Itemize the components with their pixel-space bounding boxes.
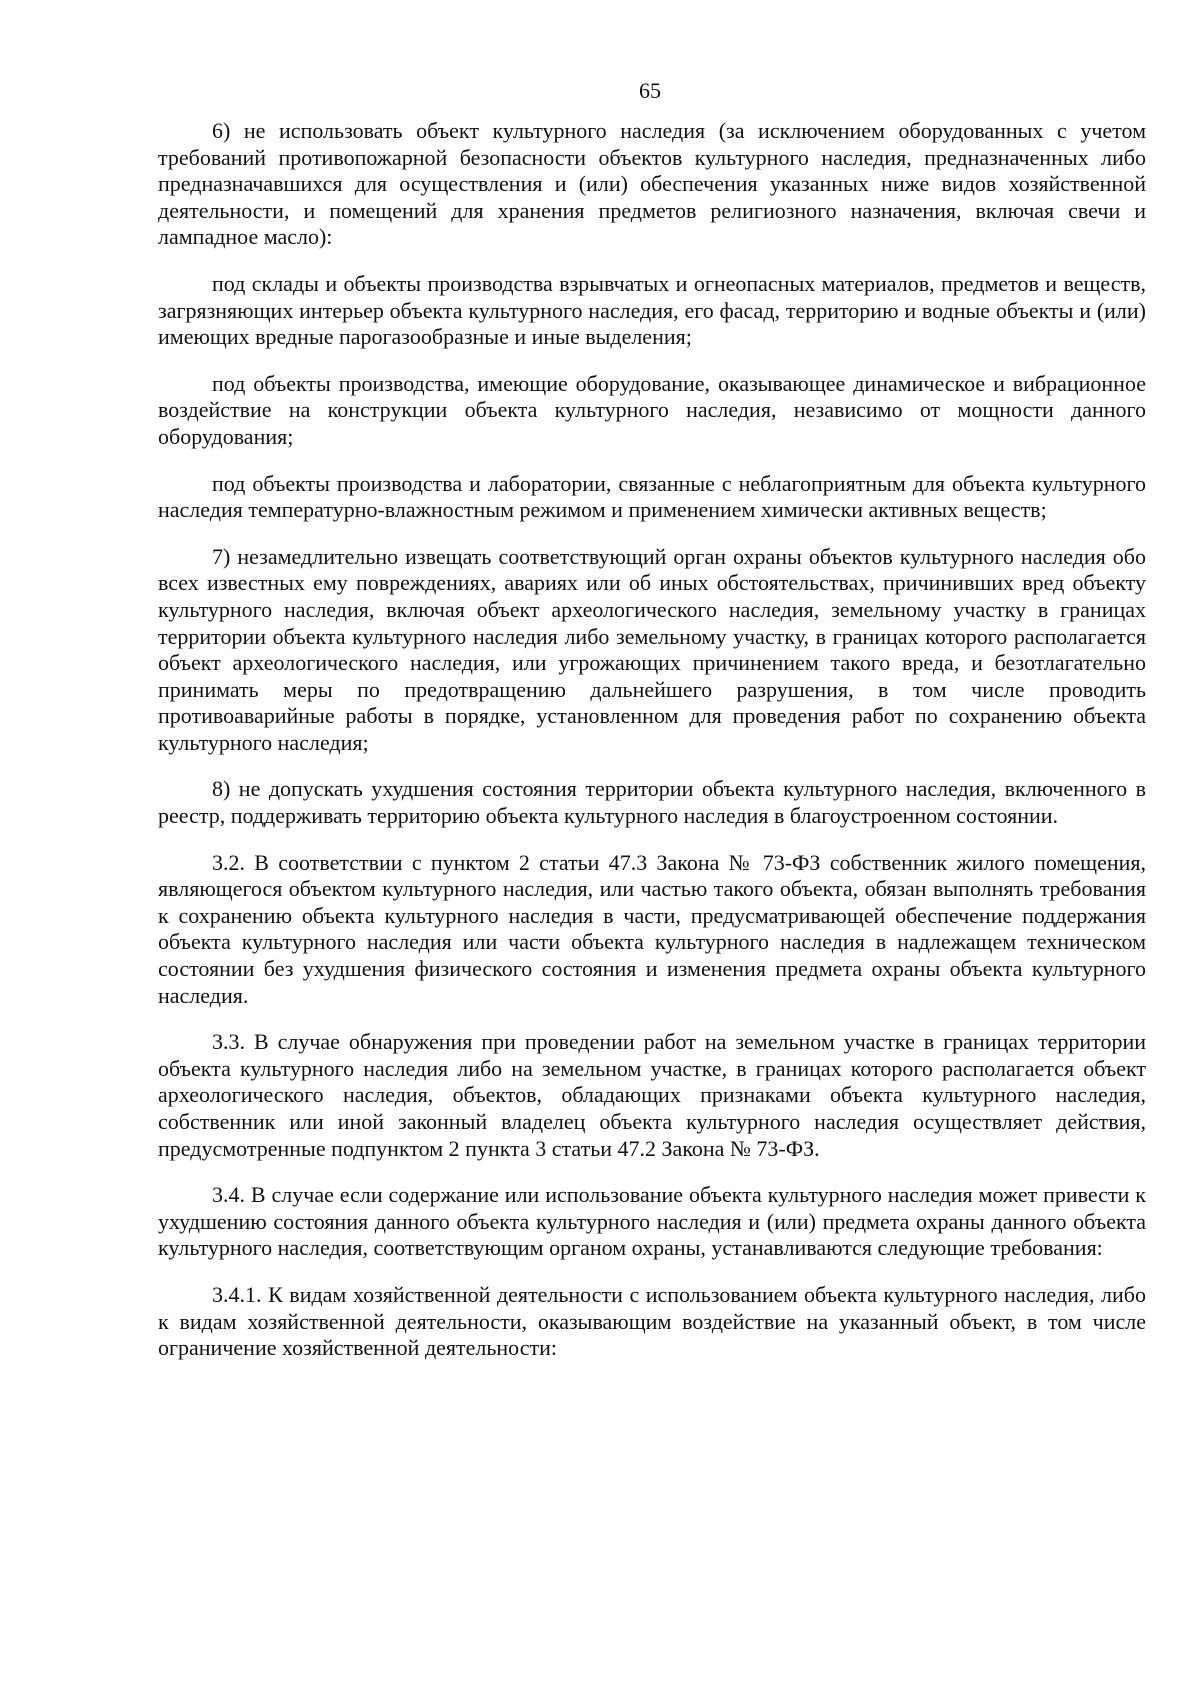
paragraph-3-2: 3.2. В соответствии с пунктом 2 статьи 47.3 Закона № 73-ФЗ собственник жилого помещения, являющегося объектом культурного наследия, или частью такого объекта, обязан выполнять требования к сохранению объекта культурного наследия в части, предусматривающей обеспечение поддержания объекта культурного наследия или части объекта культурного наследия в надлежащем техническом состоянии без ухудшения физического состояния и изменения предмета охраны объекта культурного наследия. bbox=[158, 849, 1146, 1008]
page-number: 65 bbox=[639, 78, 661, 103]
paragraph-6-prohibited-use: 6) не использовать объект культурного наследия (за исключением оборудованных с учетом требований противопожарной безопасности объектов культурного наследия, предназначенных либо предназначавшихся для осуществления и (или) обеспечения указанных ниже видов хозяйственной деятельности, и помещений для хранения предметов религиозного назначения, включая свечи и лампадное масло): bbox=[158, 118, 1146, 250]
paragraph-8-territory: 8) не допускать ухудшения состояния территории объекта культурного наследия, включенного в реестр, поддерживать территорию объекта культурного наследия в благоустроенном состоянии. bbox=[158, 776, 1146, 829]
paragraph-7-notify: 7) незамедлительно извещать соответствующий орган охраны объектов культурного наследия обо всех известных ему повреждениях, авариях или об иных обстоятельствах, причинивших вред объекту культурного наследия, включая объект археологического наследия, земельному участку в границах территории объекта культурного наследия либо земельному участку, в границах которого располагается объект археологического наследия, или угрожающих причинением такого вреда, и безотлагательно принимать меры по предотвращению дальнейшего разрушения, в том числе проводить противоаварийные работы в порядке, установленном для проведения работ по сохранению объекта культурного наследия; bbox=[158, 543, 1146, 755]
paragraph-laboratories: под объекты производства и лаборатории, связанные с неблагоприятным для объекта культурного наследия температурно-влажностным режимом и применением химически активных веществ; bbox=[158, 470, 1146, 523]
paragraph-3-3: 3.3. В случае обнаружения при проведении работ на земельном участке в границах территории объекта культурного наследия либо на земельном участке, в границах которого располагается объект археологического наследия, объектов, обладающих признаками объекта культурного наследия, собственник или иной законный владелец объекта культурного наследия осуществляет действия, предусмотренные подпунктом 2 пункта 3 статьи 47.2 Закона № 73-ФЗ. bbox=[158, 1029, 1146, 1161]
paragraph-warehouses: под склады и объекты производства взрывчатых и огнеопасных материалов, предметов и веществ, загрязняющих интерьер объекта культурного наследия, его фасад, территорию и водные объекты и (или) имеющих вредные парогазообразные и иные выделения; bbox=[158, 270, 1146, 350]
paragraph-3-4-1: 3.4.1. К видам хозяйственной деятельности с использованием объекта культурного наследия, либо к видам хозяйственной деятельности, оказывающим воздействие на указанный объект, в том числе ограничение хозяйственной деятельности: bbox=[158, 1281, 1146, 1361]
document-body bbox=[158, 118, 1146, 1382]
paragraph-production-equipment: под объекты производства, имеющие оборудование, оказывающее динамическое и вибрационное воздействие на конструкции объекта культурного наследия, независимо от мощности данного оборудования; bbox=[158, 370, 1146, 449]
paragraph-3-4: 3.4. В случае если содержание или использование объекта культурного наследия может привести к ухудшению состояния данного объекта культурного наследия и (или) предмета охраны данного объекта культурного наследия, соответствующим органом охраны, устанавливаются следующие требования: bbox=[158, 1182, 1146, 1261]
